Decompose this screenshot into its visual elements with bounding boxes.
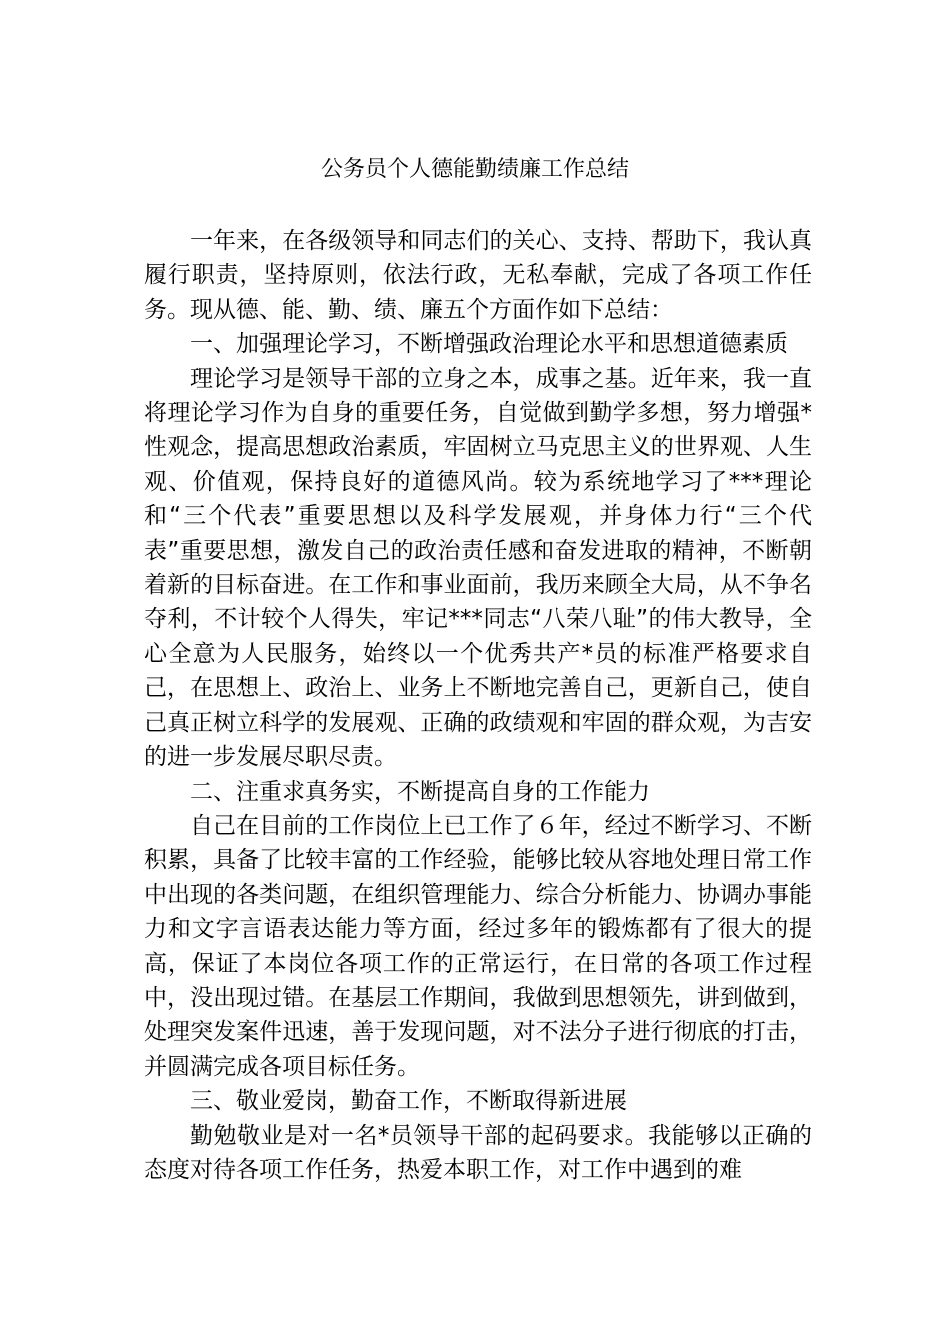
document-body (144, 224, 812, 1187)
paragraph-section-2: 自己在目前的工作岗位上已工作了６年，经过不断学习、不断积累，具备了比较丰富的工作经验，能够比较从容地处理日常工作中出现的各类问题，在组织管理能力、综合分析能力、协调办事能力和文字言语表达能力等方面，经过多年的锻炼都有了很大的提高，保证了本岗位各项工作的正常运行，在日常的各项工作过程中，没出现过错。在基层工作期间，我做到思想领先，讲到做到，处理突发案件迅速，善于发现问题，对不法分子进行彻底的打击，并圆满完成各项目标任务。 (144, 812, 812, 1080)
paragraph-intro: 一年来，在各级领导和同志们的关心、支持、帮助下，我认真履行职责，坚持原则，依法行政，无私奉献，完成了各项工作任务。现从德、能、勤、绩、廉五个方面作如下总结： (144, 228, 812, 323)
section-heading-3: 三、敬业爱岗，勤奋工作，不断取得新进展 (190, 1088, 627, 1115)
paragraph-section-3: 勤勉敬业是对一名*员领导干部的起码要求。我能够以正确的态度对待各项工作任务，热爱本职工作，对工作中遇到的难 (144, 1122, 812, 1183)
section-heading-2: 二、注重求真务实，不断提高自身的工作能力 (190, 778, 650, 805)
document-title: 公务员个人德能勤绩廉工作总结 (320, 157, 629, 182)
paragraph-section-1: 理论学习是领导干部的立身之本，成事之基。近年来，我一直将理论学习作为自身的重要任务，自觉做到勤学多想，努力增强*性观念，提高思想政治素质，牢固树立马克思主义的世界观、人生观、价值观，保持良好的道德风尚。较为系统地学习了***理论和“三个代表”重要思想以及科学发展观，并身体力行“三个代表”重要思想，激发自己的政治责任感和奋发进取的精神，不断朝着新的目标奋进。在工作和事业面前，我历来顾全大局，从不争名夺利，不计较个人得失，牢记***同志“八荣八耻”的伟大教导，全心全意为人民服务，始终以一个优秀共产*员的标准严格要求自己，在思想上、政治上、业务上不断地完善自己，更新自己，使自己真正树立科学的发展观、正确的政绩观和牢固的群众观，为吉安的进一步发展尽职尽责。 (144, 365, 812, 771)
section-heading-1: 一、加强理论学习，不断增强政治理论水平和思想道德素质 (190, 331, 788, 358)
